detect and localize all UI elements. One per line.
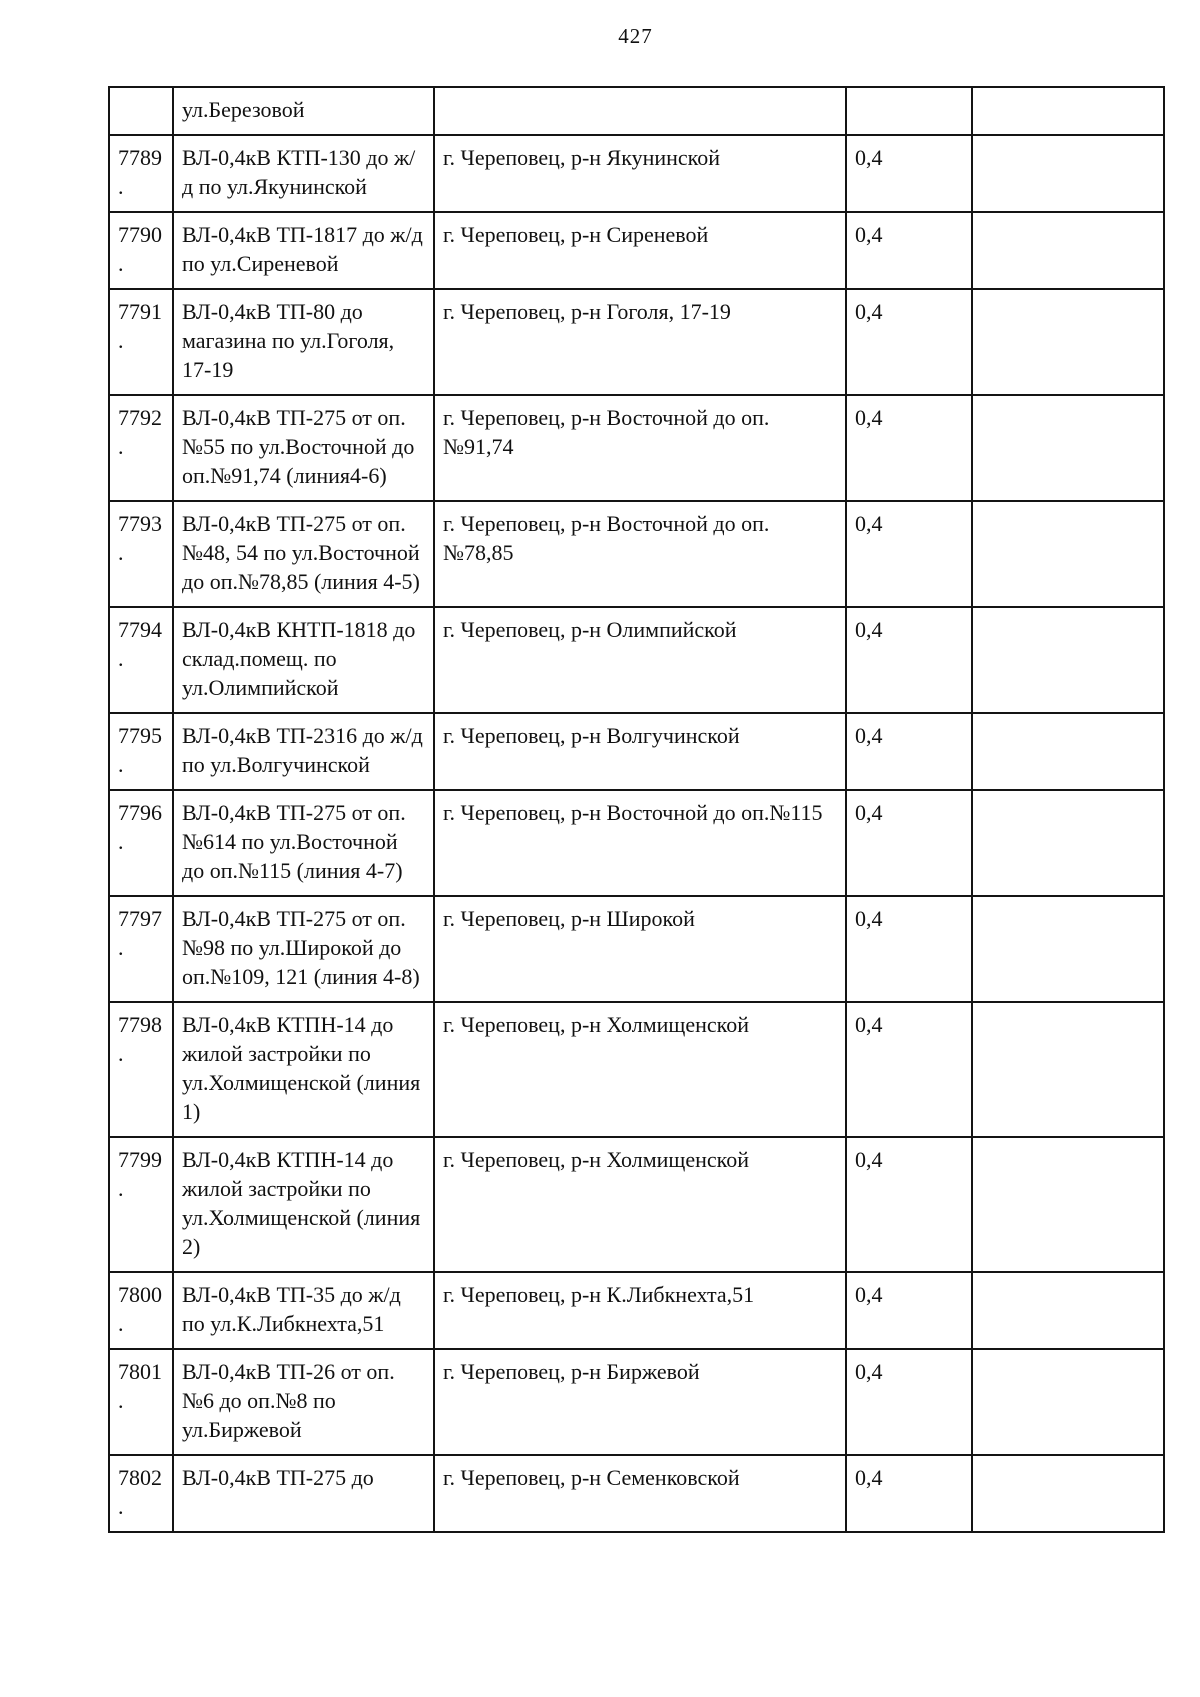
voltage-cell: 0,4: [846, 289, 972, 395]
voltage-cell: 0,4: [846, 395, 972, 501]
notes-cell: [972, 1002, 1164, 1137]
row-number-cell: 7799.: [109, 1137, 173, 1272]
notes-cell: [972, 395, 1164, 501]
voltage-cell: 0,4: [846, 790, 972, 896]
table-row: [109, 87, 1164, 135]
object-location-cell: г. Череповец, р-н Восточной до оп.№91,74: [434, 395, 846, 501]
object-name-cell: ВЛ-0,4кВ ТП-26 от оп.№6 до оп.№8 по ул.Биржевой: [173, 1349, 434, 1455]
object-name-cell: ВЛ-0,4кВ КНТП-1818 до склад.помещ. по ул.Олимпийской: [173, 607, 434, 713]
row-number-cell: 7798.: [109, 1002, 173, 1137]
row-number-cell: [109, 87, 173, 135]
object-location-cell: г. Череповец, р-н Олимпийской: [434, 607, 846, 713]
object-location-cell: г. Череповец, р-н Якунинской: [434, 135, 846, 212]
table-row: [109, 1002, 1164, 1137]
voltage-cell: 0,4: [846, 1137, 972, 1272]
object-name-cell: ВЛ-0,4кВ ТП-35 до ж/д по ул.К.Либкнехта,51: [173, 1272, 434, 1349]
voltage-cell: 0,4: [846, 135, 972, 212]
object-name-cell: ВЛ-0,4кВ ТП-275 от оп.№614 по ул.Восточной до оп.№115 (линия 4-7): [173, 790, 434, 896]
object-location-cell: г. Череповец, р-н Широкой: [434, 896, 846, 1002]
object-name-cell: ВЛ-0,4кВ КТП-130 до ж/д по ул.Якунинской: [173, 135, 434, 212]
object-location-cell: г. Череповец, р-н Волгучинской: [434, 713, 846, 790]
row-number-cell: 7796.: [109, 790, 173, 896]
table-body: [109, 87, 1164, 1532]
row-number-cell: 7795.: [109, 713, 173, 790]
voltage-cell: 0,4: [846, 212, 972, 289]
notes-cell: [972, 713, 1164, 790]
voltage-cell: 0,4: [846, 607, 972, 713]
notes-cell: [972, 1137, 1164, 1272]
power-lines-registry-table: [108, 86, 1165, 1533]
notes-cell: [972, 1349, 1164, 1455]
voltage-cell: 0,4: [846, 1349, 972, 1455]
notes-cell: [972, 1272, 1164, 1349]
row-number-cell: 7801.: [109, 1349, 173, 1455]
object-location-cell: г. Череповец, р-н Холмищенской: [434, 1002, 846, 1137]
notes-cell: [972, 501, 1164, 607]
table-row: [109, 395, 1164, 501]
voltage-cell: 0,4: [846, 896, 972, 1002]
object-name-cell: ВЛ-0,4кВ КТПН-14 до жилой застройки по ул.Холмищенской (линия 2): [173, 1137, 434, 1272]
table-row: [109, 212, 1164, 289]
row-number-cell: 7793.: [109, 501, 173, 607]
object-name-cell: ВЛ-0,4кВ ТП-80 до магазина по ул.Гоголя, 17-19: [173, 289, 434, 395]
table-row: [109, 790, 1164, 896]
object-location-cell: [434, 87, 846, 135]
notes-cell: [972, 1455, 1164, 1532]
object-name-cell: ВЛ-0,4кВ ТП-275 от оп.№55 по ул.Восточной до оп.№91,74 (линия4-6): [173, 395, 434, 501]
object-name-cell: ВЛ-0,4кВ КТПН-14 до жилой застройки по ул.Холмищенской (линия 1): [173, 1002, 434, 1137]
table-row: [109, 1349, 1164, 1455]
table-row: [109, 896, 1164, 1002]
row-number-cell: 7789.: [109, 135, 173, 212]
object-location-cell: г. Череповец, р-н Восточной до оп.№78,85: [434, 501, 846, 607]
row-number-cell: 7792.: [109, 395, 173, 501]
object-location-cell: г. Череповец, р-н Восточной до оп.№115: [434, 790, 846, 896]
row-number-cell: 7800.: [109, 1272, 173, 1349]
row-number-cell: 7797.: [109, 896, 173, 1002]
notes-cell: [972, 289, 1164, 395]
voltage-cell: 0,4: [846, 501, 972, 607]
object-location-cell: г. Череповец, р-н Гоголя, 17-19: [434, 289, 846, 395]
table-row: [109, 1272, 1164, 1349]
notes-cell: [972, 607, 1164, 713]
voltage-cell: 0,4: [846, 713, 972, 790]
voltage-cell: [846, 87, 972, 135]
notes-cell: [972, 135, 1164, 212]
voltage-cell: 0,4: [846, 1455, 972, 1532]
object-name-cell: ул.Березовой: [173, 87, 434, 135]
table-row: [109, 501, 1164, 607]
table-row: [109, 289, 1164, 395]
object-location-cell: г. Череповец, р-н Семенковской: [434, 1455, 846, 1532]
page-number: 427: [618, 24, 653, 48]
object-location-cell: г. Череповец, р-н Сиреневой: [434, 212, 846, 289]
voltage-cell: 0,4: [846, 1272, 972, 1349]
table-row: [109, 1455, 1164, 1532]
table-row: [109, 607, 1164, 713]
object-name-cell: ВЛ-0,4кВ ТП-1817 до ж/д по ул.Сиреневой: [173, 212, 434, 289]
row-number-cell: 7794.: [109, 607, 173, 713]
row-number-cell: 7802.: [109, 1455, 173, 1532]
table-row: [109, 713, 1164, 790]
object-name-cell: ВЛ-0,4кВ ТП-275 до: [173, 1455, 434, 1532]
notes-cell: [972, 87, 1164, 135]
notes-cell: [972, 790, 1164, 896]
object-location-cell: г. Череповец, р-н Биржевой: [434, 1349, 846, 1455]
object-name-cell: ВЛ-0,4кВ ТП-275 от оп.№98 по ул.Широкой до оп.№109, 121 (линия 4-8): [173, 896, 434, 1002]
notes-cell: [972, 212, 1164, 289]
row-number-cell: 7791.: [109, 289, 173, 395]
object-location-cell: г. Череповец, р-н Холмищенской: [434, 1137, 846, 1272]
object-name-cell: ВЛ-0,4кВ ТП-2316 до ж/д по ул.Волгучинской: [173, 713, 434, 790]
table-row: [109, 1137, 1164, 1272]
object-location-cell: г. Череповец, р-н К.Либкнехта,51: [434, 1272, 846, 1349]
notes-cell: [972, 896, 1164, 1002]
voltage-cell: 0,4: [846, 1002, 972, 1137]
row-number-cell: 7790.: [109, 212, 173, 289]
table-row: [109, 135, 1164, 212]
object-name-cell: ВЛ-0,4кВ ТП-275 от оп.№48, 54 по ул.Восточной до оп.№78,85 (линия 4-5): [173, 501, 434, 607]
